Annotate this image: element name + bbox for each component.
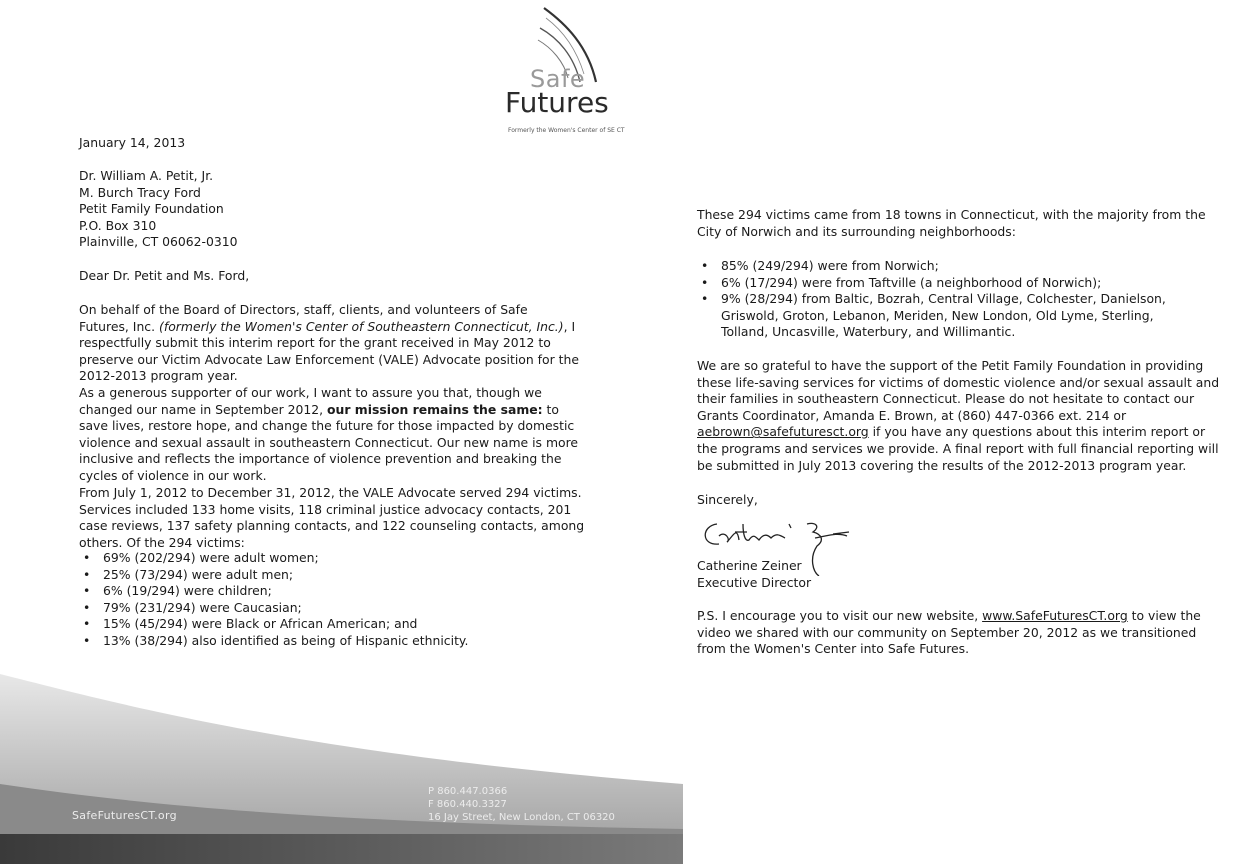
towns-list	[697, 258, 1197, 341]
closing: Sincerely,	[697, 492, 758, 507]
list-item: • 13% (38/294) also identified as being of Hispanic ethnicity.	[79, 633, 599, 650]
letter-page-2	[683, 0, 1233, 864]
letterhead-footer	[0, 664, 683, 864]
signer-title: Executive Director	[697, 574, 812, 590]
victim-stats-list	[79, 550, 599, 650]
footer-address: 16 Jay Street, New London, CT 06320	[428, 812, 615, 823]
mission-text-continued: to save lives, restore hope, and change the future for those impacted by domestic violence and sexual assault in southeastern Connecticut. Our new name is more inclusive and reflects the importance of violence prevention and breaking the cycles of violence in our work.	[79, 401, 579, 483]
paragraph-mission	[79, 385, 579, 485]
paragraph-gratitude	[697, 358, 1227, 474]
list-item: • 85% (249/294) were from Norwich;	[697, 258, 1197, 275]
safe-futures-logo	[500, 4, 650, 136]
email-link[interactable]: aebrown@safefuturesct.org	[697, 424, 869, 440]
recipient-line: M. Burch Tracy Ford	[79, 184, 201, 200]
salutation: Dear Dr. Petit and Ms. Ford,	[79, 268, 250, 283]
recipient-line: P.O. Box 310	[79, 217, 157, 233]
recipient-line: Petit Family Foundation	[79, 201, 224, 217]
footer-website: SafeFuturesCT.org	[72, 809, 177, 822]
ps-text-continued: to view the video we shared with our community on September 20, 2012 as we transitioned from the Women's Center into Safe Futures.	[697, 608, 1201, 657]
list-item: • 79% (231/294) were Caucasian;	[79, 600, 599, 617]
paragraph-services: From July 1, 2012 to December 31, 2012, the VALE Advocate served 294 victims. Services included 133 home visits, 118 criminal justice advocacy contacts, 201 case reviews, 137 safety planning contacts, and 122 counseling contacts, among others. Of the 294 victims:	[79, 485, 585, 550]
paragraph-intro	[79, 302, 579, 385]
paragraph-towns: These 294 victims came from 18 towns in Connecticut, with the majority from the City of Norwich and its surrounding neighborhoods:	[697, 207, 1206, 239]
logo-futures: Futures	[505, 86, 609, 119]
footer-phone: P 860.447.0366	[428, 786, 508, 797]
logo-tagline: Formerly the Women's Center of SE CT	[508, 127, 625, 134]
signature-block	[697, 558, 811, 591]
recipient-line: Plainville, CT 06062-0310	[79, 234, 238, 250]
website-link[interactable]: www.SafeFuturesCT.org	[982, 608, 1128, 623]
gratitude-text: We are so grateful to have the support of the Petit Family Foundation in providing these life-saving services for victims of domestic violence and/or sexual assault and their families in southeastern Connecticut. Please do not hesitate to contact our Grants Coordinator, Amanda E. Brown, at (860) 447-0366 ext. 214 or	[697, 358, 1220, 423]
letter-date: January 14, 2013	[79, 135, 186, 150]
mission-emphasis: our mission remains the same:	[327, 401, 543, 417]
intro-text: On behalf of the Board of Directors, staff, clients, and volunteers of Safe Futures, Inc.	[79, 302, 528, 334]
footer-swoosh-graphic	[0, 664, 683, 864]
ps-text: P.S. I encourage you to visit our new website,	[697, 608, 983, 623]
intro-text-continued: , I respectfully submit this interim report for the grant received in May 2012 to preserve our Victim Advocate Law Enforcement (VALE) Advocate position for the 2012-2013 program year.	[79, 318, 579, 384]
list-item: • 25% (73/294) were adult men;	[79, 567, 599, 584]
list-item: • 69% (202/294) were adult women;	[79, 550, 599, 567]
list-item: • 6% (19/294) were children;	[79, 583, 599, 600]
footer-contact-info	[428, 785, 615, 824]
logo-safe: Safe	[530, 65, 586, 93]
list-item: • 15% (45/294) were Black or African American; and	[79, 616, 599, 633]
former-name: (formerly the Women's Center of Southeastern Connecticut, Inc.)	[159, 318, 564, 334]
list-item: • 9% (28/294) from Baltic, Bozrah, Central Village, Colchester, Danielson, Griswold, Groton, Lebanon, Meriden, New London, Old Lyme, Sterling, Tolland, Uncasville, Waterbury, and Willimantic.	[697, 291, 1197, 341]
recipient-line: Dr. William A. Petit, Jr.	[79, 168, 214, 183]
postscript	[697, 608, 1217, 658]
mission-text: As a generous supporter of our work, I want to assure you that, though we changed our name in September 2012,	[79, 385, 542, 417]
recipient-address	[79, 168, 238, 251]
gratitude-text-continued: if you have any questions about this interim report or the programs and services we provide. A final report with full financial reporting will be submitted in July 2013 covering the results of the 2012-2013 program year.	[697, 424, 1219, 473]
list-item: • 6% (17/294) were from Taftville (a neighborhood of Norwich);	[697, 275, 1197, 292]
footer-fax: F 860.440.3327	[428, 799, 507, 810]
signer-name: Catherine Zeiner	[697, 558, 802, 573]
